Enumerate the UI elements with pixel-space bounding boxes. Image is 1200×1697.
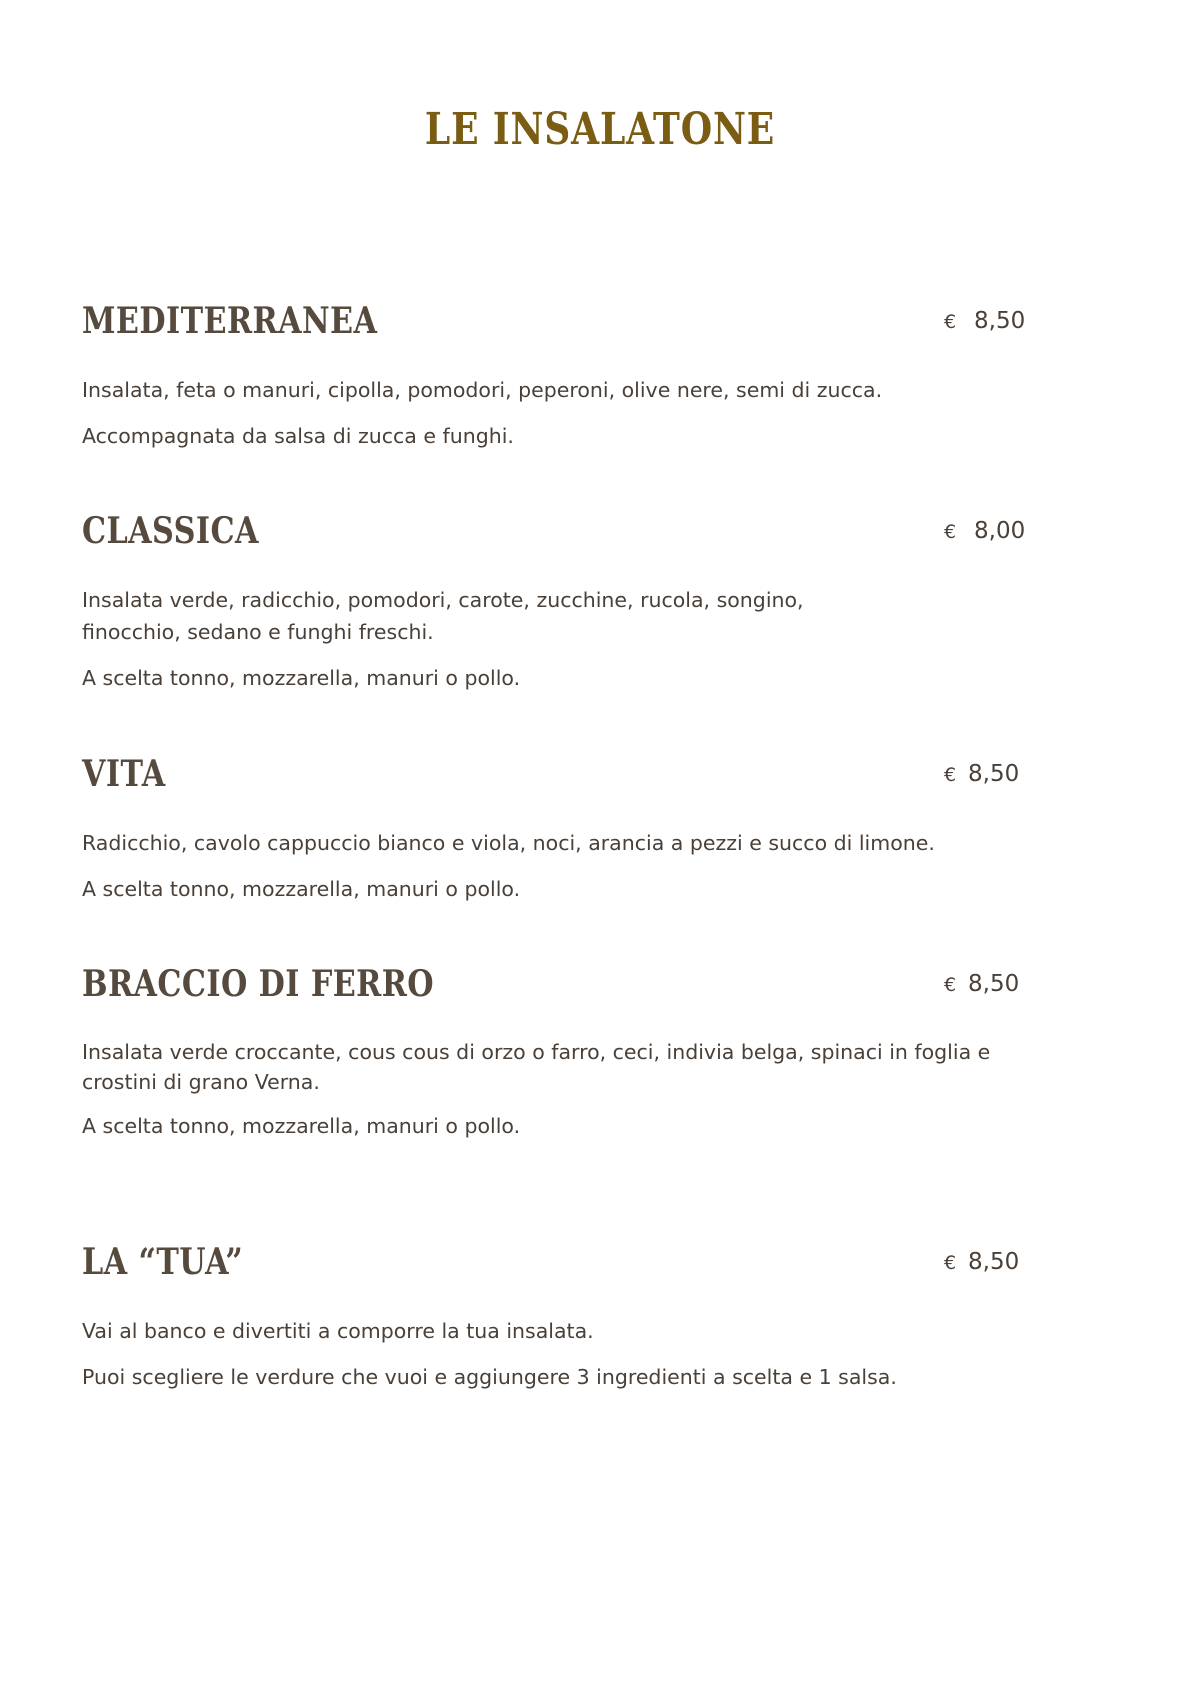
currency-symbol: € (944, 974, 957, 996)
item-price (944, 761, 1019, 787)
item-description (82, 1037, 1042, 1155)
currency-symbol: € (944, 521, 957, 543)
item-description (82, 827, 1042, 919)
description-line: Insalata verde, radicchio, pomodori, carote, zucchine, rucola, songino, finocchio, sedano e funghi freschi. (82, 588, 804, 644)
page-title: LE INSALATONE (424, 104, 776, 155)
description-line: Radicchio, cavolo cappuccio bianco e viola, noci, arancia a pezzi e succo di limone. (82, 831, 935, 855)
price-value: 8,50 (974, 308, 1026, 334)
item-description (82, 584, 842, 708)
description-line: Insalata verde croccante, cous cous di orzo o farro, ceci, indivia belga, spinaci in foglia e crostini di grano Verna. (82, 1040, 991, 1094)
description-line: Puoi scegliere le verdure che vuoi e aggiungere 3 ingredienti a scelta e 1 salsa. (82, 1365, 897, 1389)
description-line: Vai al banco e divertiti a comporre la tua insalata. (82, 1319, 594, 1343)
currency-symbol: € (944, 311, 957, 333)
item-name: MEDITERRANEA (82, 300, 378, 342)
price-value: 8,00 (974, 518, 1026, 544)
price-value: 8,50 (968, 1249, 1020, 1275)
description-line: A scelta tonno, mozzarella, manuri o pollo. (82, 877, 521, 901)
price-value: 8,50 (968, 761, 1020, 787)
item-description (82, 374, 1042, 466)
item-price (944, 1249, 1019, 1275)
item-name: LA “TUA” (82, 1241, 244, 1283)
description-line: Insalata, feta o manuri, cipolla, pomodori, peperoni, olive nere, semi di zucca. (82, 378, 883, 402)
item-name: CLASSICA (82, 510, 259, 552)
item-description (82, 1315, 1042, 1407)
description-line: A scelta tonno, mozzarella, manuri o pollo. (82, 666, 521, 690)
item-price (944, 308, 1025, 334)
description-line: A scelta tonno, mozzarella, manuri o pollo. (82, 1114, 521, 1138)
item-price (944, 518, 1025, 544)
item-name: BRACCIO DI FERRO (82, 963, 435, 1005)
item-price (944, 971, 1019, 997)
currency-symbol: € (944, 1252, 957, 1274)
price-value: 8,50 (968, 971, 1020, 997)
item-name: VITA (82, 753, 166, 795)
description-line: Accompagnata da salsa di zucca e funghi. (82, 424, 514, 448)
currency-symbol: € (944, 764, 957, 786)
